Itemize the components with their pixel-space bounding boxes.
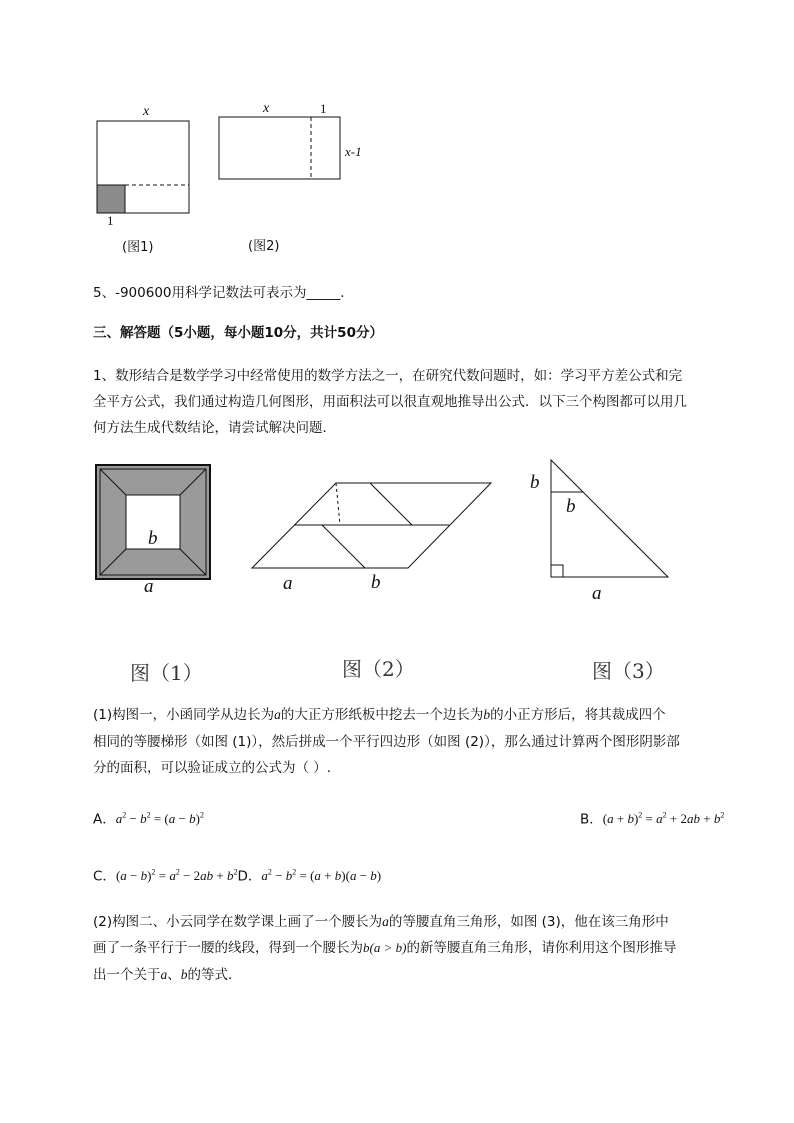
fig1-label-1: 1	[107, 213, 114, 228]
fig-b-label-b: b	[371, 572, 381, 593]
option-a-prefix: A．	[93, 811, 116, 828]
question-5: 5、-900600用科学记数法可表示为_____.	[93, 285, 345, 301]
option-a-formula: $a^2 - b^2 = (a - b)^2$	[115, 811, 204, 827]
part2-line3-var-a: a	[160, 967, 168, 982]
problem1-intro-line1: 1、数形结合是数学学习中经常使用的数学方法之一，在研究代数问题时，如：学习平方差公式和完	[93, 368, 683, 384]
part2-line3	[93, 962, 242, 988]
part2-cond: b(a > b)	[363, 940, 407, 955]
option-c-formula: $(a - b)^2 = a^2 - 2ab + b^2$	[115, 868, 238, 884]
part1-line3: 分的面积，可以验证成立的公式为（ ）.	[93, 760, 332, 776]
part1-var-b: b	[483, 707, 491, 722]
part1-line1-c: 的小正方形后，将其裁成四个	[490, 707, 666, 723]
part1-var-a: a	[274, 707, 281, 722]
part1-line1-a: (1)构图一，小函同学从边长为	[93, 707, 275, 723]
construction-fig3	[551, 460, 668, 577]
construction-fig1	[96, 465, 210, 579]
option-d-prefix: D．	[237, 868, 262, 885]
problem1-intro-line2: 全平方公式，我们通过构造几何图形，用面积法可以很直观地推导出公式．以下三个构图都可以用几	[93, 394, 687, 410]
part1-line1	[93, 702, 666, 728]
fig2-label-x: x	[263, 101, 270, 116]
fig2-rectangle	[219, 117, 340, 179]
part2-line3-a: 出一个关于	[93, 967, 161, 983]
part2-line1-b: 的等腰直角三角形，如图 (3)，他在该三角形中	[388, 914, 669, 930]
part1-line1-b: 的大正方形纸板中挖去一个边长为	[280, 707, 484, 723]
part2-var-a: a	[382, 914, 389, 929]
part2-line3-var-b: b	[180, 967, 188, 982]
part2-line2	[93, 935, 676, 961]
fig2-label-x-minus-1: x-1	[345, 144, 362, 159]
fig1-shaded-square	[97, 185, 125, 213]
part2-line2-a: 画了一条平行于一腰的线段，得到一个腰长为	[93, 940, 363, 956]
fig1-label-x: x	[143, 104, 150, 119]
fig-c-caption: 图（3）	[592, 659, 665, 683]
part1-line2: 相同的等腰梯形（如图 (1)），然后拼成一个平行四边形（如图 (2)），那么通过计算两个图形阴影部	[93, 734, 680, 750]
top-figures	[0, 0, 794, 270]
problem1-intro-line3: 何方法生成代数结论，请尝试解决问题．	[93, 420, 336, 436]
fig-b-caption: 图（2）	[342, 657, 415, 681]
fig-a-label-a: a	[144, 576, 154, 597]
option-b-formula: $(a + b)^2 = a^2 + 2ab + b^2$	[602, 811, 725, 827]
option-a	[93, 803, 204, 832]
option-b	[580, 803, 724, 832]
fig1-caption: (图1)	[122, 240, 154, 255]
option-d-formula: $a^2 - b^2 = (a + b)(a - b)$	[261, 868, 382, 884]
fig-b-label-a: a	[283, 573, 293, 594]
section-3-heading: 三、解答题（5小题，每小题10分，共计50分）	[93, 325, 383, 341]
option-b-prefix: B．	[580, 811, 603, 828]
fig-c-label-a: a	[592, 583, 602, 604]
part2-line2-b: 的新等腰直角三角形，请你利用这个图形推导	[406, 940, 677, 956]
fig2-caption: (图2)	[248, 239, 280, 254]
part2-line3-sep: 、	[167, 967, 181, 983]
option-c-prefix: C．	[93, 868, 116, 885]
fig-a-label-b: b	[148, 528, 158, 549]
part2-line1-a: (2)构图二、小云同学在数学课上画了一个腰长为	[93, 914, 383, 930]
fig-c-label-b-outer: b	[530, 472, 540, 493]
part2-line3-b: 的等式．	[187, 967, 242, 983]
construction-figures	[0, 455, 794, 595]
fig2-label-1: 1	[320, 101, 327, 116]
construction-fig2	[252, 483, 491, 568]
fig-a-caption: 图（1）	[130, 661, 203, 685]
fig-c-label-b-inner: b	[566, 496, 576, 517]
part2-line1	[93, 909, 669, 935]
option-c-d	[93, 860, 381, 889]
